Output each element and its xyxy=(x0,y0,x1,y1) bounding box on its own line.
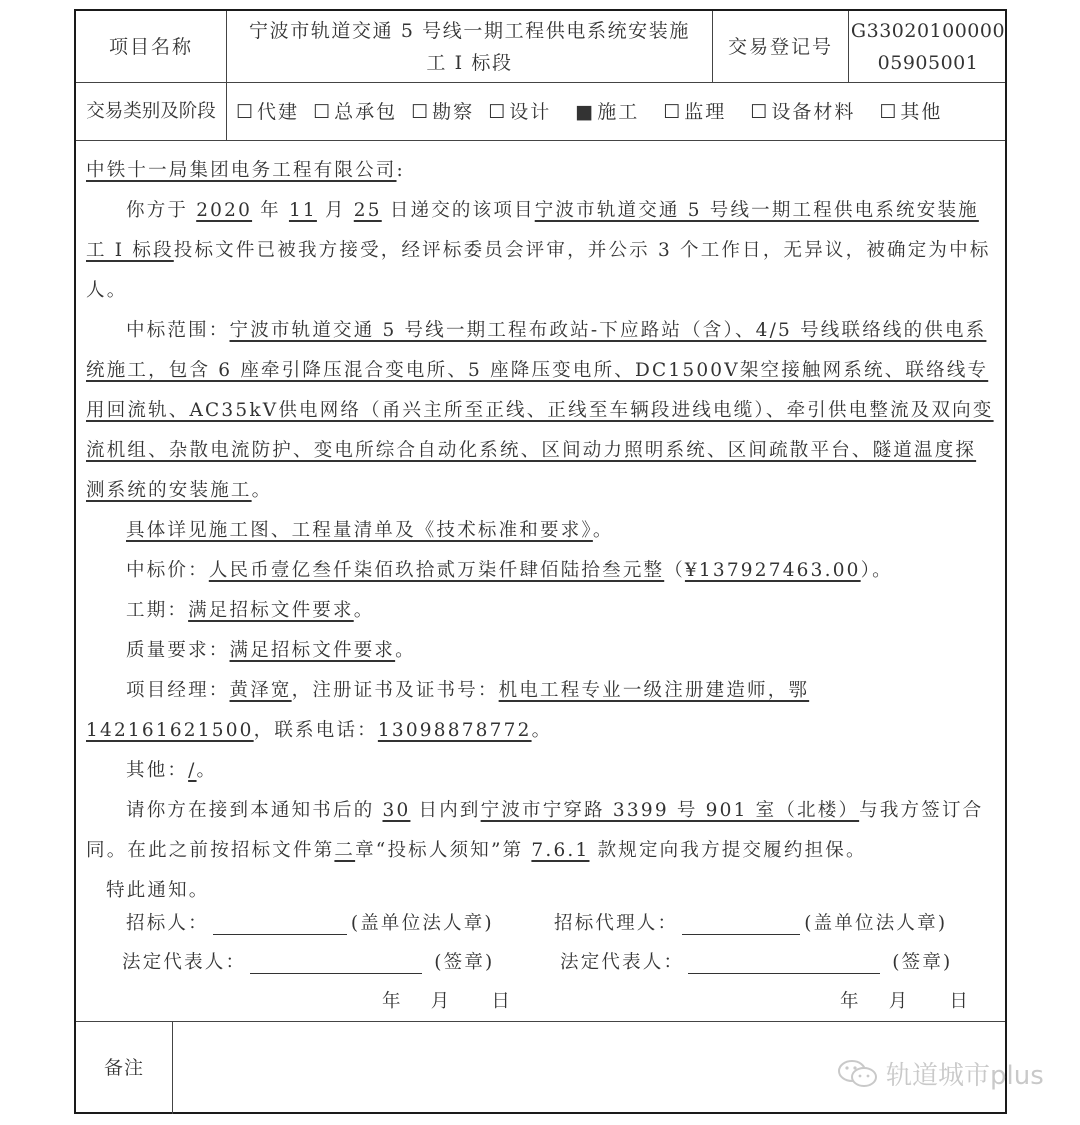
details-text: 具体详见施工图、工程量清单及《技术标准和要求》 xyxy=(126,520,593,541)
category-label: 交易类别及阶段 xyxy=(86,100,216,122)
paragraph-manager: 项目经理：黄泽宽，注册证书及证书号：机电工程专业一级注册建造师，鄂 142161621500，联系电话：13098878772。 xyxy=(86,680,810,741)
registration-label: 交易登记号 xyxy=(727,35,833,58)
row-divider xyxy=(76,140,1005,141)
contract-address: 宁波市宁穿路 3399 号 901 室（北楼） xyxy=(480,800,860,821)
option-kancha[interactable]: ☐ 勘察 xyxy=(411,100,475,123)
contract-days: 30 xyxy=(382,800,411,821)
letter-body xyxy=(86,151,995,911)
paragraph-acceptance: 你方于 2020 年 11 月 25 日递交的该项目宁波市轨道交通 5 号线一期工程供电系统安装施工 I 标段投标文件已被我方接受，经评标委员会评审，并公示 3 个工作日，无异议，被确定为中标人。 xyxy=(86,200,991,301)
option-daijian[interactable]: ☐ 代建 xyxy=(236,100,300,123)
scope-text: 宁波市轨道交通 5 号线一期工程布政站-下应路站（含）、4/5 号线联络线的供电系统施工，包含 6 座牵引降压混合变电所、5 座降压变电所、DC1500V架空接触网系统、联络线专用回流轨、AC35kV供电网络（甬兴主所至正线、正线至车辆段进线电缆）、牵引供电整流及双向变流机组、杂散电流防护、变电所综合自动化系统、区间动力照明系统、区间疏散平台、隧道温度探测系统的安装施工 xyxy=(86,320,994,501)
paragraph-other: 其他：/。 xyxy=(126,760,218,781)
award-notice-form xyxy=(74,9,1007,1114)
tenderer-legal-rep-row: 法定代表人： (签章) xyxy=(122,952,495,973)
option-qita[interactable]: ☐ 其他 xyxy=(879,100,943,123)
agent-signature-field[interactable] xyxy=(682,912,800,935)
tenderer-legal-rep-field[interactable] xyxy=(250,951,422,974)
registration-line2: 05905001 xyxy=(877,51,979,74)
checkbox-icon[interactable]: ☐ xyxy=(411,100,431,123)
notice-closing: 特此通知。 xyxy=(106,880,210,901)
tenderer-signature-field[interactable] xyxy=(213,912,347,935)
checkbox-icon[interactable]: ☐ xyxy=(663,100,683,123)
option-shigong[interactable]: ■ 施工 xyxy=(575,100,640,123)
checkbox-icon[interactable]: ☐ xyxy=(488,100,508,123)
submit-day: 25 xyxy=(353,200,382,221)
other-value: / xyxy=(188,760,197,781)
manager-name: 黄泽宽 xyxy=(229,680,292,701)
duration-value: 满足招标文件要求 xyxy=(188,600,354,621)
paragraph-contract: 请你方在接到本通知书后的 30 日内到宁波市宁穿路 3399 号 901 室（北楼）与我方签订合同。在此之前按招标文件第二章“投标人须知”第 7.6.1 款规定向我方提交履约担保。 xyxy=(86,800,984,861)
quality-value: 满足招标文件要求 xyxy=(229,640,396,661)
project-name-label: 项目名称 xyxy=(108,35,193,58)
checkbox-checked-icon[interactable]: ■ xyxy=(575,100,596,123)
agent-signature-row: 招标代理人： (盖单位法人章) xyxy=(554,913,948,934)
paragraph-quality: 质量要求：满足招标文件要求。 xyxy=(126,640,416,661)
paragraph-details: 具体详见施工图、工程量清单及《技术标准和要求》。 xyxy=(126,520,614,541)
tenderer-date-row: 年 月 日 xyxy=(382,991,513,1012)
chapter-number: 二 xyxy=(334,840,356,861)
checkbox-icon[interactable]: ☐ xyxy=(236,100,256,123)
manager-phone: 13098878772 xyxy=(377,720,532,741)
option-sheji[interactable]: ☐ 设计 xyxy=(488,100,552,123)
project-name-line2: 工 I 标段 xyxy=(426,51,513,74)
checkbox-icon[interactable]: ☐ xyxy=(879,100,899,123)
submit-month: 11 xyxy=(288,200,317,221)
price-amount: ¥137927463.00 xyxy=(684,560,861,581)
price-words: 人民币壹亿叁仟柒佰玖拾贰万柒仟肆佰陆拾叁元整 xyxy=(208,560,665,581)
tenderer-signature-row: 招标人： (盖单位法人章) xyxy=(126,913,494,934)
option-jianli[interactable]: ☐ 监理 xyxy=(663,100,727,123)
paragraph-price: 中标价：人民币壹亿叁仟柒佰玖拾贰万柒仟肆佰陆拾叁元整（¥137927463.00）。 xyxy=(126,560,893,581)
remarks-label: 备注 xyxy=(103,1057,144,1079)
addressee: 中铁十一局集团电务工程有限公司 xyxy=(86,160,397,181)
agent-date-row: 年 月 日 xyxy=(840,991,971,1012)
project-name-line1: 宁波市轨道交通 5 号线一期工程供电系统安装施 xyxy=(249,19,690,42)
checkbox-icon[interactable]: ☐ xyxy=(313,100,333,123)
agent-legal-rep-row: 法定代表人： (签章) xyxy=(560,952,953,973)
checkbox-icon[interactable]: ☐ xyxy=(750,100,770,123)
manager-cert: 机电工程专业一级注册建造师，鄂 142161621500 xyxy=(86,680,810,741)
wechat-icon xyxy=(836,1057,880,1091)
submit-year: 2020 xyxy=(196,200,253,221)
watermark xyxy=(836,1055,1044,1092)
category-options xyxy=(236,83,1006,140)
watermark-text: 轨道城市plus xyxy=(886,1061,1044,1091)
project-name-value xyxy=(227,11,712,82)
addressee-line: 中铁十一局集团电务工程有限公司: xyxy=(86,160,405,181)
registration-line1: G33020100000 xyxy=(850,19,1006,42)
registration-number xyxy=(849,11,1007,82)
agent-legal-rep-field[interactable] xyxy=(688,951,880,974)
project-name-inline: 宁波市轨道交通 5 号线一期工程供电系统安装施工 I 标段 xyxy=(86,200,979,261)
paragraph-scope: 中标范围：宁波市轨道交通 5 号线一期工程布政站-下应路站（含）、4/5 号线联络线的供电系统施工，包含 6 座牵引降压混合变电所、5 座降压变电所、DC1500V架空接触网系统、联络线专用回流轨、AC35kV供电网络（甬兴主所至正线、正线至车辆段进线电缆）、牵引供电整流及双向变流机组、杂散电流防护、变电所综合自动化系统、区间动力照明系统、区间疏散平台、隧道温度探测系统的安装施工。 xyxy=(86,320,994,501)
option-zongchengbao[interactable]: ☐ 总承包 xyxy=(313,100,398,123)
option-shebei-cailiao[interactable]: ☐ 设备材料 xyxy=(750,100,856,123)
clause-number: 7.6.1 xyxy=(531,840,590,861)
paragraph-duration: 工期：满足招标文件要求。 xyxy=(126,600,375,621)
